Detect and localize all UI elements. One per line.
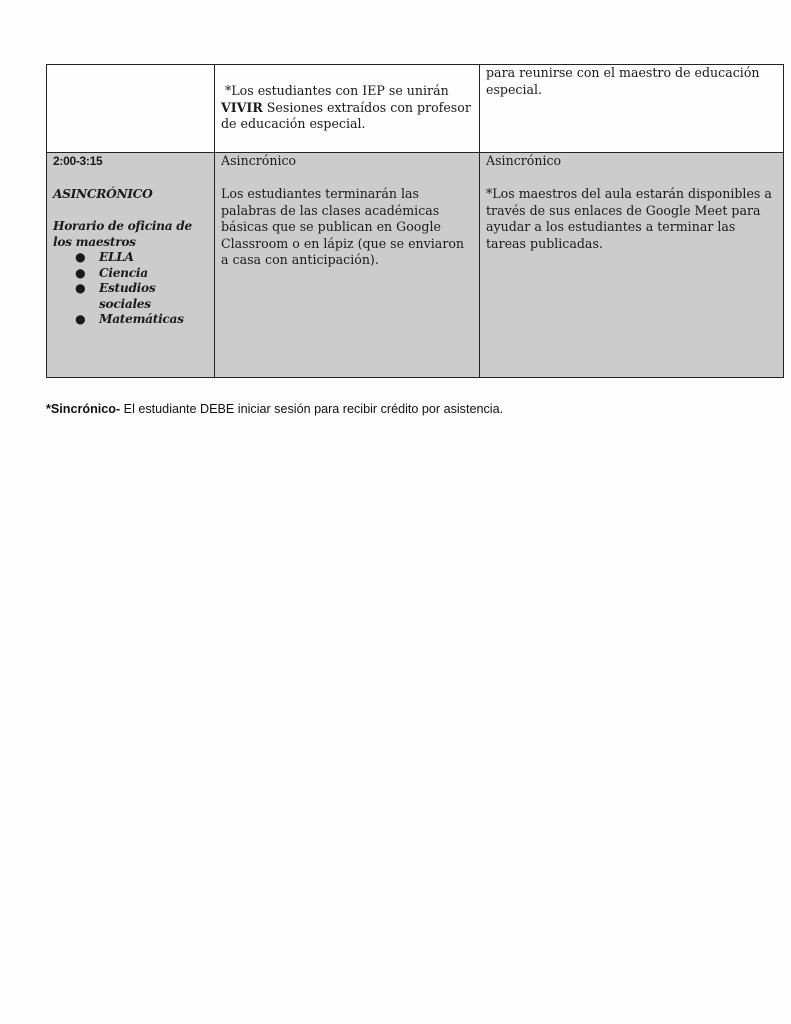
bullet-icon: ● [75, 281, 86, 295]
vivir-bold: VIVIR [221, 99, 263, 115]
cell-heading: Asincrónico [486, 153, 562, 168]
footnote-label: *Sincrónico- [46, 402, 121, 416]
bullet-icon: ● [75, 250, 86, 264]
iep-note-cell [215, 65, 480, 153]
table-cell-empty [47, 65, 215, 153]
cell-body: Los estudiantes terminarán las palabras de las clases académicas básicas que se publican en Google Classroom o en lápiz (que se enviaron a casa con anticipación). [221, 186, 465, 267]
bullet-icon: ● [75, 312, 86, 326]
subjects-list [53, 250, 208, 328]
iep-note-line: *Los estudiantes con IEP se unirán [225, 83, 449, 98]
table-row [47, 153, 784, 378]
asynchronous-label: ASINCRÓNICO [53, 187, 153, 201]
footnote [46, 402, 503, 416]
student-task-cell [215, 153, 480, 378]
table-row [47, 65, 784, 153]
cell-body: *Los maestros del aula estarán disponibles a través de sus enlaces de Google Meet para ayudar a los estudiantes a terminar las tareas publicadas. [486, 186, 772, 251]
list-item: ● Estudios sociales [75, 281, 156, 311]
footnote-text: El estudiante DEBE iniciar sesión para recibir crédito por asistencia. [120, 402, 504, 416]
time-block-cell [47, 153, 215, 378]
list-item: ● Matemáticas [75, 312, 184, 326]
cell-heading: Asincrónico [221, 153, 297, 168]
time-range: 2:00-3:15 [53, 154, 103, 168]
office-hours-label: Horario de oficina de los maestros [53, 219, 192, 249]
list-item: ● ELLA [75, 250, 134, 264]
special-ed-cell: para reunirse con el maestro de educación especial. [480, 65, 784, 153]
bullet-icon: ● [75, 265, 86, 280]
teacher-availability-cell [480, 153, 784, 378]
list-item: ● Ciencia [75, 265, 148, 280]
schedule-table [46, 64, 784, 378]
iep-note-rest: Sesiones extraídos con profesor de educación especial. [221, 99, 471, 131]
